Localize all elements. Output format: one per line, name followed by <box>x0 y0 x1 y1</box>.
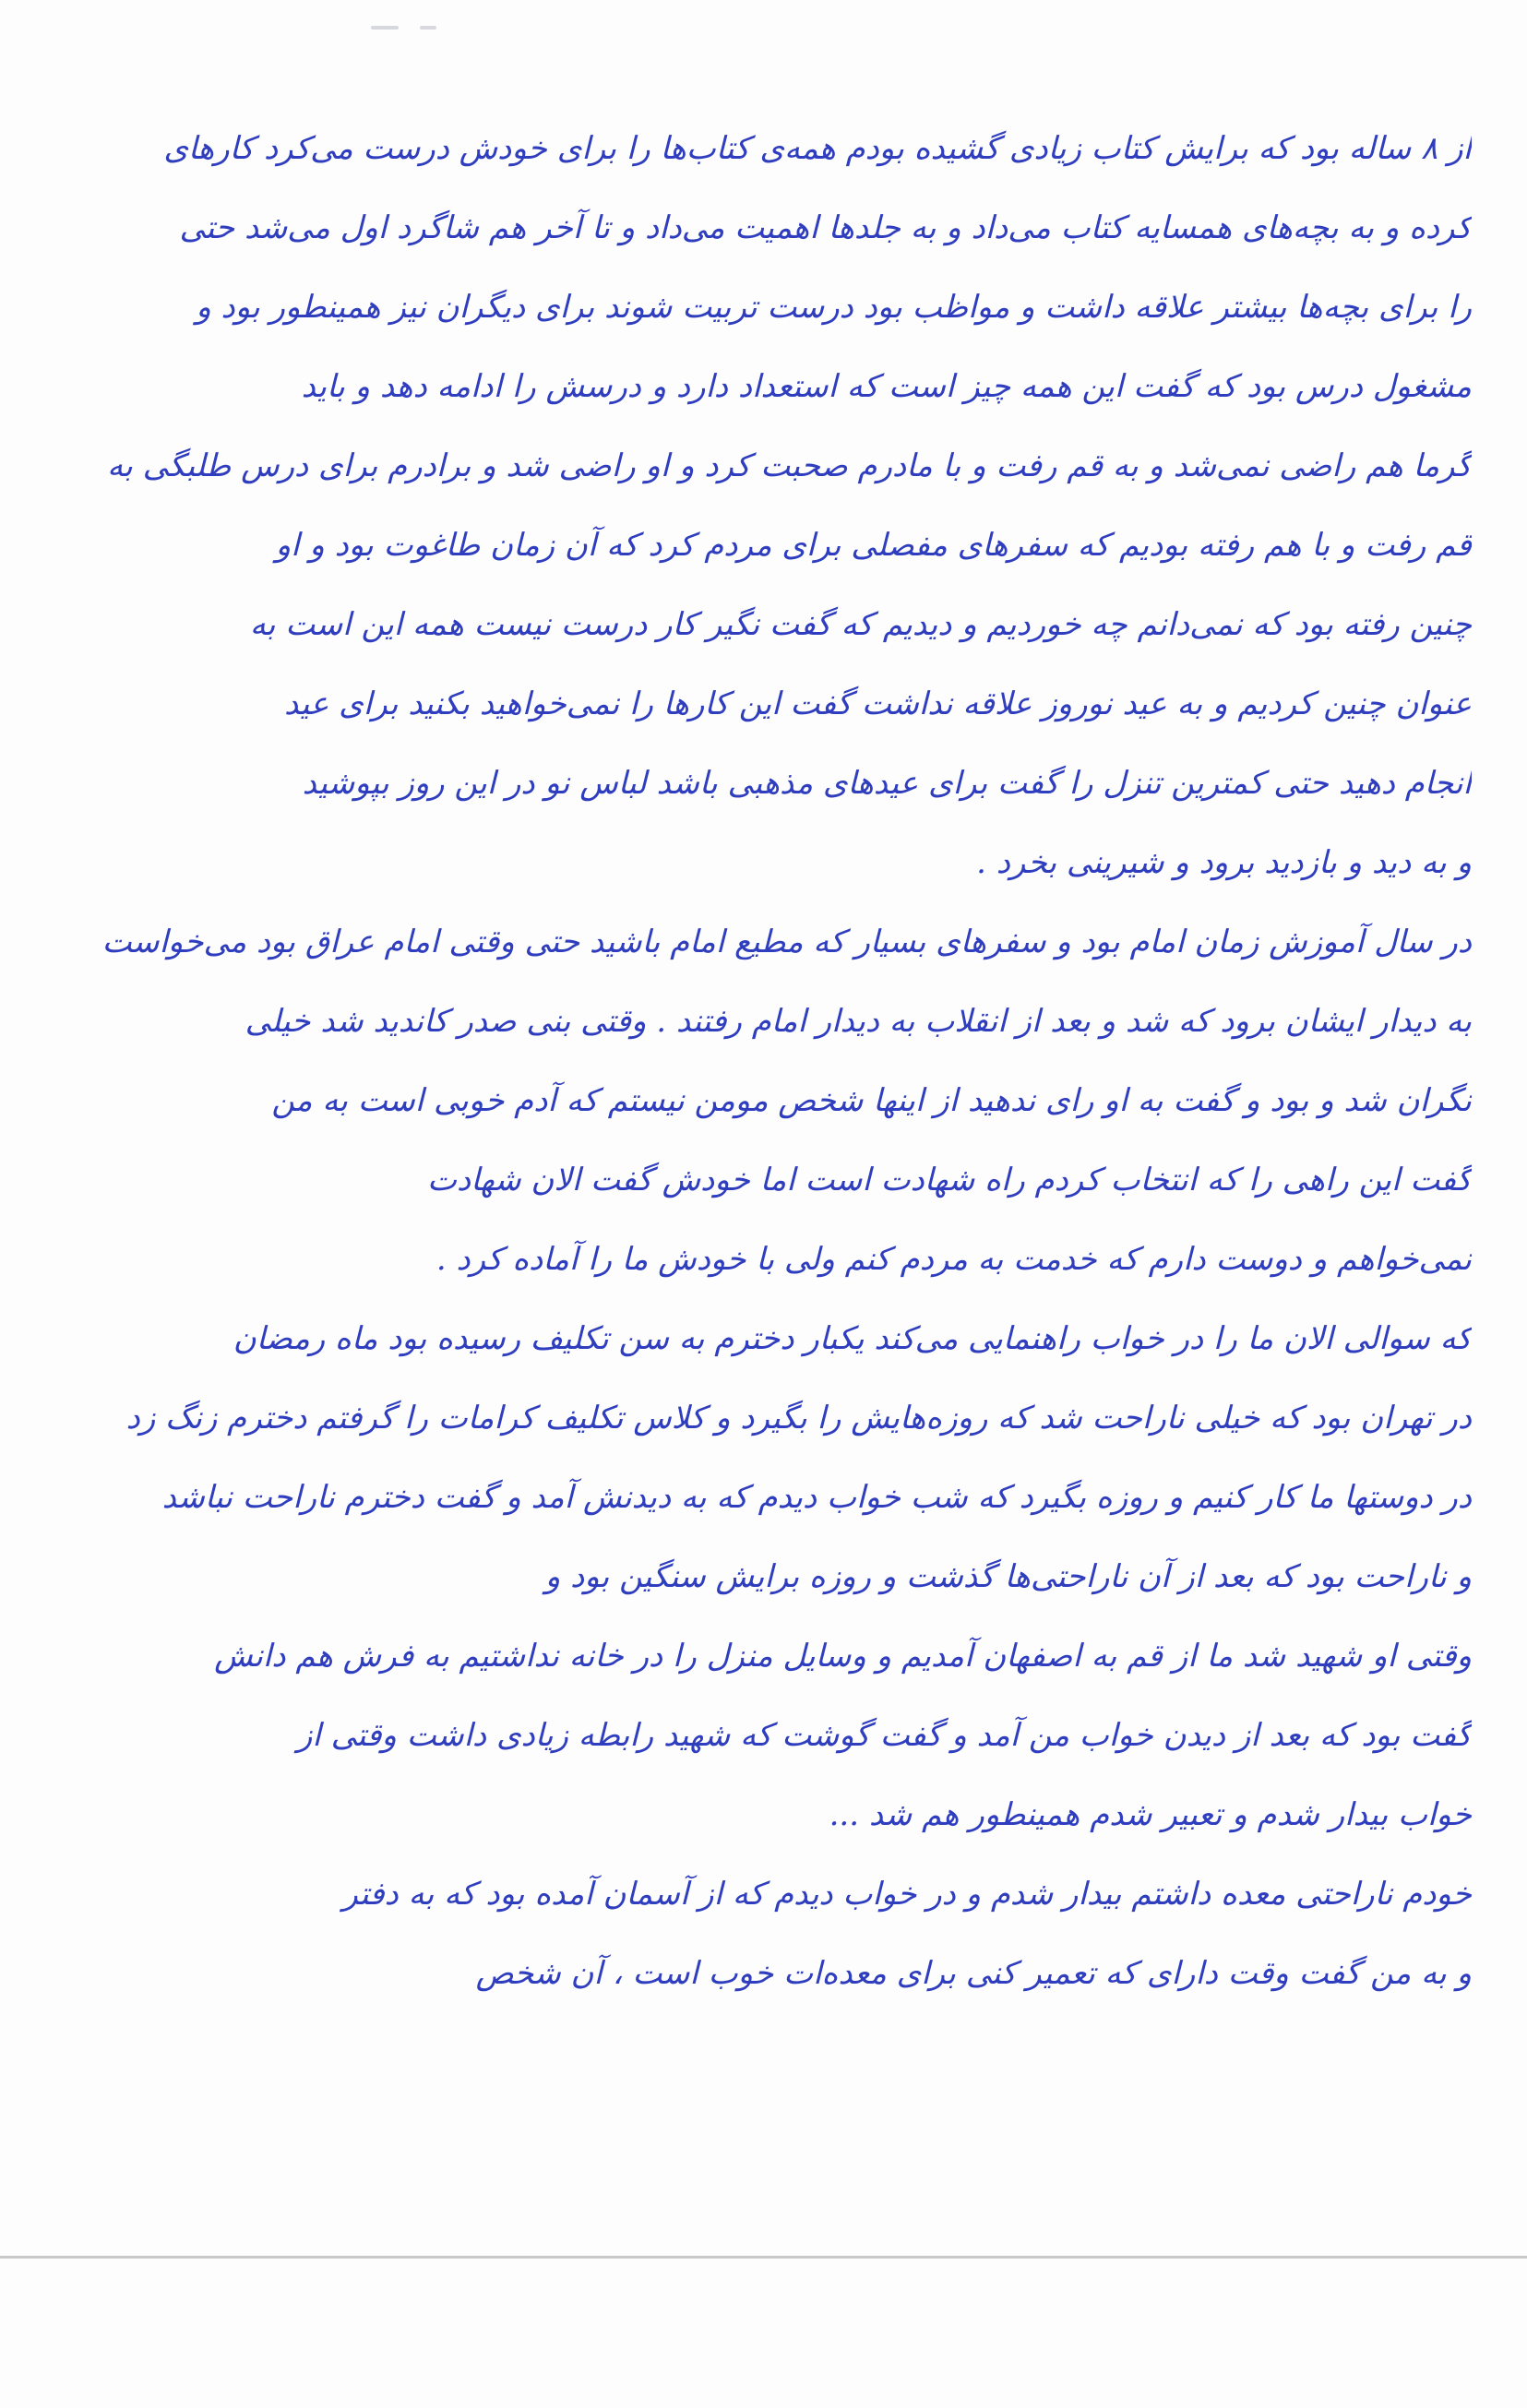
text-line: و به من گفت وقت دارای که تعمیر کنی برای معده‌ات خوب است ، آن شخص <box>475 1955 1472 1992</box>
text-line: در دوستها ما کار کنیم و روزه بگیرد که شب خواب دیدم که به دیدنش آمد و گفت دخترم ناراحت نباشد <box>161 1479 1472 1516</box>
text-line: از ۸ ساله بود که برایش کتاب زیادی گشیده بودم همه‌ی کتاب‌ها را برای خودش درست می‌کرد کارهای <box>163 130 1472 167</box>
text-line: قم رفت و با هم رفته بودیم که سفرهای مفصلی برای مردم کرد که آن زمان طاغوت بود و او <box>275 527 1472 564</box>
text-line: نگران شد و بود و گفت به او رای ندهید از اینها شخص مومن نیستم که آدم خوبی است به من <box>271 1082 1472 1119</box>
text-line: چنین رفته بود که نمی‌دانم چه خوردیم و دیدیم که گفت نگیر کار درست نیست همه این است به <box>249 606 1472 643</box>
text-line: که سوالی الان ما را در خواب راهنمایی می‌کند یکبار دخترم به سن تکلیف رسیده بود ماه رمضان <box>233 1320 1472 1357</box>
text-line: را برای بچه‌ها بیشتر علاقه داشت و مواظب بود درست تربیت شوند برای دیگران نیز همینطور بود و <box>196 289 1472 326</box>
text-line: گفت این راهی را که انتخاب کردم راه شهادت است اما خودش گفت الان شهادت <box>426 1162 1472 1198</box>
page-bottom-edge <box>0 2256 1527 2259</box>
text-line: گفت بود که بعد از دیدن خواب من آمد و گفت گوشت که شهید رابطه زیادی داشت وقتی از <box>296 1717 1472 1754</box>
text-line: مشغول درس بود که گفت این همه چیز است که استعداد دارد و درسش را ادامه دهد و باید <box>301 368 1472 405</box>
text-line: خواب بیدار شدم و تعبیر شدم همینطور هم شد ... <box>829 1796 1472 1833</box>
text-line: عنوان چنین کردیم و به عید نوروز علاقه نداشت گفت این کارها را نمی‌خواهید بکنید برای عید <box>283 685 1472 722</box>
text-line: نمی‌خواهم و دوست دارم که خدمت به مردم کنم ولی با خودش ما را آماده کرد . <box>435 1241 1472 1278</box>
ink-smudge <box>371 26 399 30</box>
text-line: و به دید و بازدید برود و شیرینی بخرد . <box>976 844 1472 881</box>
text-line: انجام دهید حتی کمترین تنزل را گفت برای عیدهای مذهبی باشد لباس نو در این روز بپوشید <box>302 765 1472 802</box>
text-line: وقتی او شهید شد ما از قم به اصفهان آمدیم و وسایل منزل را در خانه نداشتیم به فرش هم دانش <box>214 1638 1472 1675</box>
ink-smudge <box>420 26 436 30</box>
text-line: خودم ناراحتی معده داشتم بیدار شدم و در خواب دیدم که از آسمان آمده بود که به دفتر <box>342 1876 1472 1913</box>
handwritten-text <box>37 109 1472 2013</box>
text-line: در سال آموزش زمان امام بود و سفرهای بسیار که مطیع امام باشید حتی وقتی امام عراق بود می‌خواست <box>101 924 1472 960</box>
text-line: در تهران بود که خیلی ناراحت شد که روزه‌هایش را بگیرد و کلاس تکلیف کرامات را گرفتم دخترم زنگ زد <box>125 1400 1472 1436</box>
text-line: به دیدار ایشان برود که شد و بعد از انقلاب به دیدار امام رفتند . وقتی بنی صدر کاندید شد خیلی <box>245 1003 1472 1040</box>
text-line: کرده و به بچه‌های همسایه کتاب می‌داد و به جلد‌ها اهمیت می‌داد و تا آخر هم شاگرد اول می‌شد حتی <box>179 209 1472 246</box>
text-line: و ناراحت بود که بعد از آن ناراحتی‌ها گذشت و روزه برایش سنگین بود و <box>544 1558 1472 1595</box>
text-line: گرما هم راضی نمی‌شد و به قم رفت و با مادرم صحبت کرد و او راضی شد و برادرم برای درس طلبگی به <box>107 447 1472 484</box>
